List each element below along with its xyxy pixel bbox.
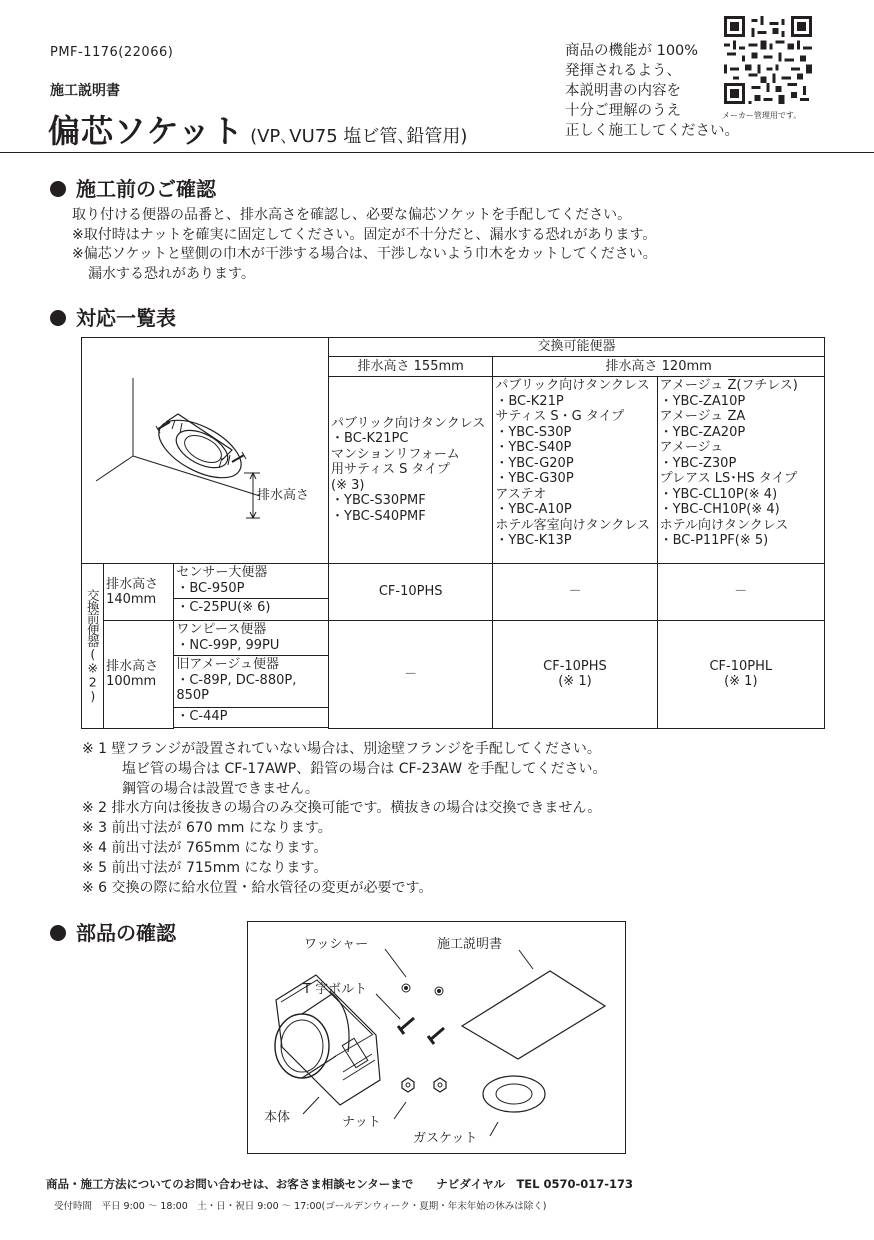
model-line: プレアス LS･HS タイプ <box>659 471 798 486</box>
model-line: アステオ <box>495 486 547 502</box>
footnotes <box>82 740 607 898</box>
models-120-b <box>657 377 824 564</box>
bullet-dot-icon <box>50 181 66 197</box>
model-line: ワンピース便器 <box>176 622 267 637</box>
section-heading-text: 部品の確認 <box>76 921 176 945</box>
model-line: 旧アメージュ便器 <box>176 657 280 672</box>
model-line: アメージュ Z(フチレス) <box>659 378 798 393</box>
model-line: サティス S・G タイプ <box>495 409 625 424</box>
section-heading-before-install <box>50 173 216 202</box>
title-main: 偏芯ソケット <box>48 112 245 150</box>
model-line: ・YBC-G20P <box>495 455 574 471</box>
qr-caption: メーカー管理用です。 <box>722 111 802 120</box>
model-line: ・YBC-A10P <box>495 502 572 517</box>
section-heading-parts <box>50 917 176 946</box>
row100-height <box>104 621 174 729</box>
intro-line: 商品の機能が 100% <box>565 43 699 59</box>
result-line: (※ 1) <box>558 674 592 690</box>
note-line: ※ 6 交換の際に給水位置・給水管径の変更が必要です。 <box>82 879 433 896</box>
section-heading-text: 施工前のご確認 <box>76 177 216 201</box>
model-line: ・NC-99P, 99PU <box>176 637 280 653</box>
bullet-dot-icon <box>50 925 66 941</box>
text-line: 漏水する恐れがあります。 <box>88 265 255 282</box>
drain-height-diagram <box>82 338 328 560</box>
spacer <box>174 728 329 729</box>
model-line: ・YBC-G30P <box>495 471 574 486</box>
row140-result-155: CF-10PHS <box>329 564 493 621</box>
model-line: ・C-89P, DC-880P, <box>176 672 297 688</box>
model-line: ・YBC-Z30P <box>659 455 737 471</box>
model-line: アメージュ ZA <box>659 409 746 424</box>
row140-model-sensor <box>174 564 329 599</box>
intro-line: 十分ご理解のうえ <box>565 103 681 119</box>
height-line: 100mm <box>106 674 157 690</box>
row100-result-120a <box>493 621 657 729</box>
model-line: ・BC-P11PF(※ 5) <box>659 533 769 548</box>
model-line: ・BC-K21PC <box>331 431 409 447</box>
result-line: (※ 1) <box>724 674 758 690</box>
text-line: 取り付ける便器の品番と、排水高さを確認し、必要な偏芯ソケットを手配してください。 <box>72 207 632 223</box>
header-drain-155: 排水高さ 155mm <box>329 357 493 377</box>
text-line: ※取付時はナットを確実に固定してください。固定が不十分だと、漏水する恐れがあります。 <box>72 226 657 243</box>
note-line: ※ 3 前出寸法が 670 mm になります。 <box>82 820 332 837</box>
models-155 <box>329 377 493 564</box>
model-line: ・YBC-S30PMF <box>331 493 426 509</box>
intro-line: 本説明書の内容を <box>565 83 681 99</box>
bullet-dot-icon <box>50 310 66 326</box>
result-line: CF-10PHS <box>543 658 607 674</box>
row100-model-old-amage <box>174 656 329 708</box>
page-title <box>48 106 467 152</box>
document-code: PMF-1176(22066) <box>50 45 174 60</box>
model-line: ・BC-950P <box>176 580 245 596</box>
model-line: ・YBC-CL10P(※ 4) <box>659 486 778 502</box>
height-line: 140mm <box>106 592 157 607</box>
row140-result-120a: － <box>493 564 657 621</box>
model-line: ・YBC-ZA10P <box>659 393 746 409</box>
model-line: ホテル向けタンクレス <box>659 517 789 533</box>
row140-height <box>104 564 174 621</box>
model-line: ・YBC-S40PMF <box>331 508 426 524</box>
row100-model-c44p: ・C-44P <box>174 708 329 728</box>
model-line: ・YBC-CH10P(※ 4) <box>659 502 780 517</box>
business-hours: 受付時間 平日 9:00 ～ 18:00 土・日・祝日 9:00 ～ 17:00(ゴールデンウィーク・夏期・年末年始の休みは除く) <box>54 1201 547 1212</box>
qr-code-icon <box>724 16 812 104</box>
row100-result-120b <box>657 621 824 729</box>
intro-line: 発揮されるよう、 <box>565 63 681 79</box>
side-label-cell <box>82 564 104 729</box>
result-line: CF-10PHL <box>709 658 773 674</box>
row100-result-155: － <box>329 621 493 729</box>
row140-result-120b: － <box>657 564 824 621</box>
model-line: 850P <box>176 688 210 703</box>
drain-height-label: 排水高さ <box>257 488 310 503</box>
header-replaceable-toilets: 交換可能便器 <box>329 338 825 357</box>
model-line: パブリック向けタンクレス <box>495 378 650 393</box>
text-line: ※偏芯ソケットと壁側の巾木が干渉する場合は、干渉しないよう巾木をカットしてください。 <box>72 246 657 262</box>
label-washer: ワッシャー <box>304 937 369 952</box>
model-line: アメージュ <box>659 440 724 455</box>
contact-info: 商品・施工方法についてのお問い合わせは、お客さま相談センターまで ナビダイヤル TEL 0570-017-173 <box>46 1177 634 1191</box>
label-manual: 施工説明書 <box>437 937 503 952</box>
side-label-before-toilet: 交換前便器(※2) <box>85 589 101 703</box>
header-drain-120: 排水高さ 120mm <box>493 357 825 377</box>
model-line: パブリック向けタンクレス <box>331 415 486 431</box>
note-line: ※ 1 壁フランジが設置されていない場合は、別途壁フランジを手配してください。 <box>82 741 601 757</box>
model-line: ・YBC-ZA20P <box>659 424 746 440</box>
model-line: センサー大便器 <box>176 565 268 580</box>
header-divider <box>0 152 874 153</box>
row100-model-onepiece <box>174 621 329 656</box>
label-gasket: ガスケット <box>413 1131 478 1146</box>
label-t-bolt: T 字ボルト <box>303 982 368 997</box>
compatibility-table <box>81 337 825 729</box>
title-subtitle: (VP､VU75 塩ビ管､鉛管用) <box>250 126 468 147</box>
model-line: ・YBC-K13P <box>495 533 572 548</box>
section-heading-text: 対応一覧表 <box>76 306 176 330</box>
model-line: ・YBC-S30P <box>495 424 572 440</box>
model-line: ・BC-K21P <box>495 393 564 409</box>
height-line: 排水高さ <box>106 576 159 592</box>
model-line: 用サティス S タイプ <box>331 462 450 478</box>
parts-illustration <box>248 922 627 1155</box>
height-line: 排水高さ <box>106 658 159 674</box>
before-install-text <box>72 206 657 284</box>
parts-illustration-box <box>247 921 626 1154</box>
row140-model-c25pu: ・C-25PU(※ 6) <box>174 599 329 621</box>
models-120-a <box>493 377 657 564</box>
intro-line: 正しく施工してください。 <box>565 123 739 139</box>
document-type: 施工説明書 <box>50 83 120 99</box>
model-line: ホテル客室向けタンクレス <box>495 517 651 533</box>
install-diagram-cell <box>82 338 329 564</box>
model-line: マンションリフォーム <box>331 446 460 462</box>
note-line: ※ 4 前出寸法が 765mm になります。 <box>82 839 328 856</box>
section-heading-compat-table <box>50 302 176 331</box>
model-line: (※ 3) <box>331 477 365 493</box>
note-line: 塩ビ管の場合は CF-17AWP、鉛管の場合は CF-23AW を手配してください。 <box>122 760 607 777</box>
note-line: 鋼管の場合は設置できません。 <box>122 780 319 797</box>
note-line: ※ 2 排水方向は後抜きの場合のみ交換可能です。横抜きの場合は交換できません。 <box>82 800 602 817</box>
label-body: 本体 <box>264 1110 291 1125</box>
note-line: ※ 5 前出寸法が 715mm になります。 <box>82 859 328 876</box>
label-nut: ナット <box>342 1115 381 1130</box>
model-line: ・YBC-S40P <box>495 440 572 455</box>
intro-text <box>565 41 745 141</box>
